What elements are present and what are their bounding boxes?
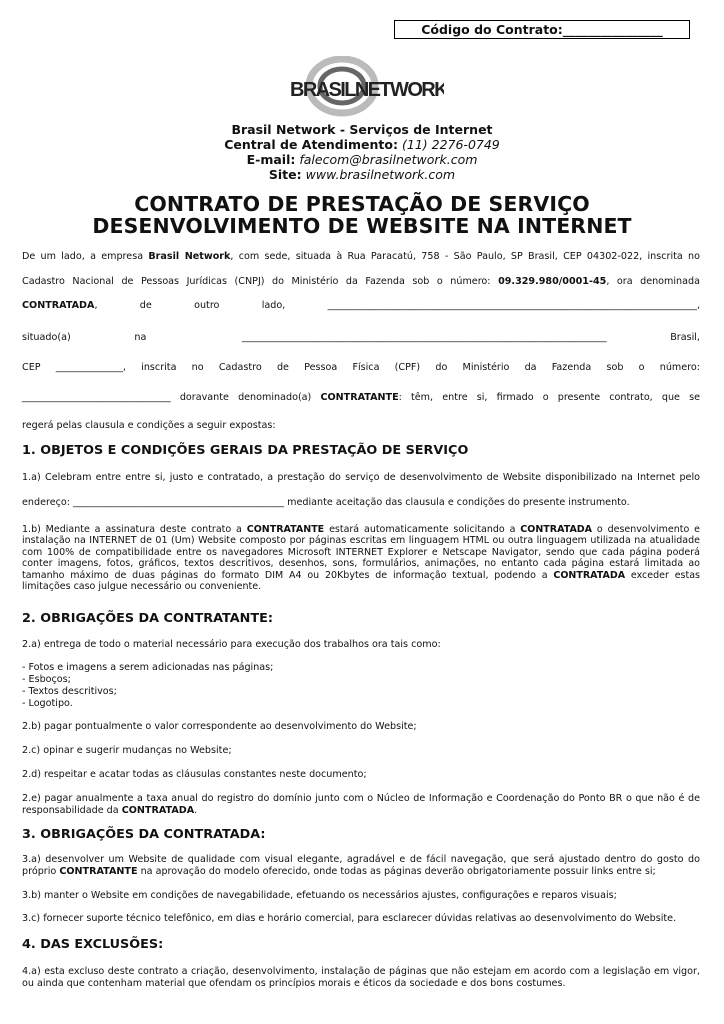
preamble-line-5: CEP ______________, inscrita no Cadastro de Pessoa Física (CPF) do Ministério da Fazenda sob o número: (22, 362, 700, 373)
company-name: Brasil Network - Serviços de Internet (231, 122, 493, 137)
logo-swoosh-icon (284, 56, 444, 124)
clause-3a: 3.a) desenvolver um Website de qualidade com visual elegante, agradável e de fácil navegação, que será ajustado dentro do gosto do próprio CONTRATANTE na aprovação do modelo oferecido, onde todas as páginas deverão obrigatoriamente possuir links entre si; (22, 854, 700, 877)
clause-2e: 2.e) pagar anualmente a taxa anual do registro do domínio junto com o Núcleo de Informação e Coordenação do Ponto BR o que não é de responsabilidade da CONTRATADA. (22, 793, 700, 816)
section-1-heading: 1. OBJETOS E CONDIÇÕES GERAIS DA PRESTAÇÃO DE SERVIÇO (22, 443, 469, 458)
material-list-item: - Logotipo. (22, 698, 73, 709)
preamble-line-2: Cadastro Nacional de Pessoas Jurídicas (CNPJ) do Ministério da Fazenda sob o número: 09.329.980/0001-45, ora denominada (22, 276, 700, 287)
clause-1a-line-2: endereço: ____________________________________________ mediante aceitação das clausula e condições do presente instrumento. (22, 497, 630, 508)
phone-number: (11) 2276-0749 (401, 137, 500, 152)
material-list-item: - Textos descritivos; (22, 686, 117, 697)
clause-1b: 1.b) Mediante a assinatura deste contrato a CONTRATANTE estará automaticamente solicitando a CONTRATADA o desenvolvimento e instalação na INTERNET de 01 (Um) Website composto por páginas escritas em linguagem HTML ou outra linguagem utilizada na atualidade com 100% de compatibilidade entre os navegadores Microsoft INTERNET Explorer e Netscape Navigator, sendo que cada página poderá conter imagens, fotos, gráficos, textos descritivos, desenhos, sons, formulários, animações, no entanto cada página estará limitada ao tamanho máximo de duas páginas do formato DIM A4 ou 20Kbytes de informação textual, podendo a CONTRATADA exceder estas limitações caso julgue necessário ou conveniente. (22, 524, 700, 593)
preamble-line-6: _______________________________ doravante denominado(a) CONTRATANTE: têm, entre si, firmado o presente contrato, que se (22, 392, 700, 403)
brasil-network-logo (284, 56, 444, 124)
clause-1a-line-1: 1.a) Celebram entre entre si, justo e contratado, a prestação do serviço de desenvolvimento de Website disponibilizado na Internet pelo (22, 472, 700, 483)
site-label: Site: (268, 167, 302, 182)
contract-code-label: Código do Contrato:________________ (421, 22, 663, 37)
clause-2a: 2.a) entrega de todo o material necessário para execução dos trabalhos ora tais como: (22, 639, 441, 650)
company-info (0, 122, 724, 182)
clause-2d: 2.d) respeitar e acatar todas as cláusulas constantes neste documento; (22, 769, 367, 780)
title-line-2: DESENVOLVIMENTO DE WEBSITE NA INTERNET (92, 214, 632, 238)
logo-wordmark: BRASILNETWORK (290, 79, 444, 101)
clause-3b: 3.b) manter o Website em condições de navegabilidade, efetuando os necessários ajustes, configurações e reparos visuais; (22, 890, 617, 901)
contract-code-box (394, 20, 690, 39)
material-list-item: - Fotos e imagens a serem adicionadas nas páginas; (22, 662, 274, 673)
clause-4a: 4.a) esta excluso deste contrato a criação, desenvolvimento, instalação de páginas que não estejam em acordo com a legislação em vigor, ou ainda que contenham material que ofendam os princípios morais e éticos da sociedade e dos bons costumes. (22, 966, 700, 989)
phone-label: Central de Atendimento: (224, 137, 398, 152)
email-address: falecom@brasilnetwork.com (299, 152, 478, 167)
document-title (0, 193, 724, 237)
material-list-item: - Esboços; (22, 674, 71, 685)
section-2-heading: 2. OBRIGAÇÕES DA CONTRATANTE: (22, 611, 273, 626)
clause-2b: 2.b) pagar pontualmente o valor correspondente ao desenvolvimento do Website; (22, 721, 417, 732)
title-line-1: CONTRATO DE PRESTAÇÃO DE SERVIÇO (134, 192, 590, 216)
site-url: www.brasilnetwork.com (305, 167, 456, 182)
clause-3c: 3.c) fornecer suporte técnico telefônico, em dias e horário comercial, para esclarecer dúvidas relativas ao desenvolvimento do Website. (22, 913, 677, 924)
preamble-line-3: CONTRATADA, de outro lado, _____________________________________________________________________________, (22, 300, 700, 311)
preamble-line-4: situado(a) na ____________________________________________________________________________ Brasil, (22, 332, 700, 343)
section-3-heading: 3. OBRIGAÇÕES DA CONTRATADA: (22, 827, 266, 842)
email-label: E-mail: (246, 152, 296, 167)
preamble-line-1: De um lado, a empresa Brasil Network, com sede, situada à Rua Paracatú, 758 - São Paulo, SP Brasil, CEP 04302-022, inscrita no (22, 251, 700, 262)
clause-2c: 2.c) opinar e sugerir mudanças no Website; (22, 745, 232, 756)
preamble-line-7: regerá pelas clausula e condições a seguir expostas: (22, 420, 276, 431)
section-4-heading: 4. DAS EXCLUSÕES: (22, 937, 164, 952)
